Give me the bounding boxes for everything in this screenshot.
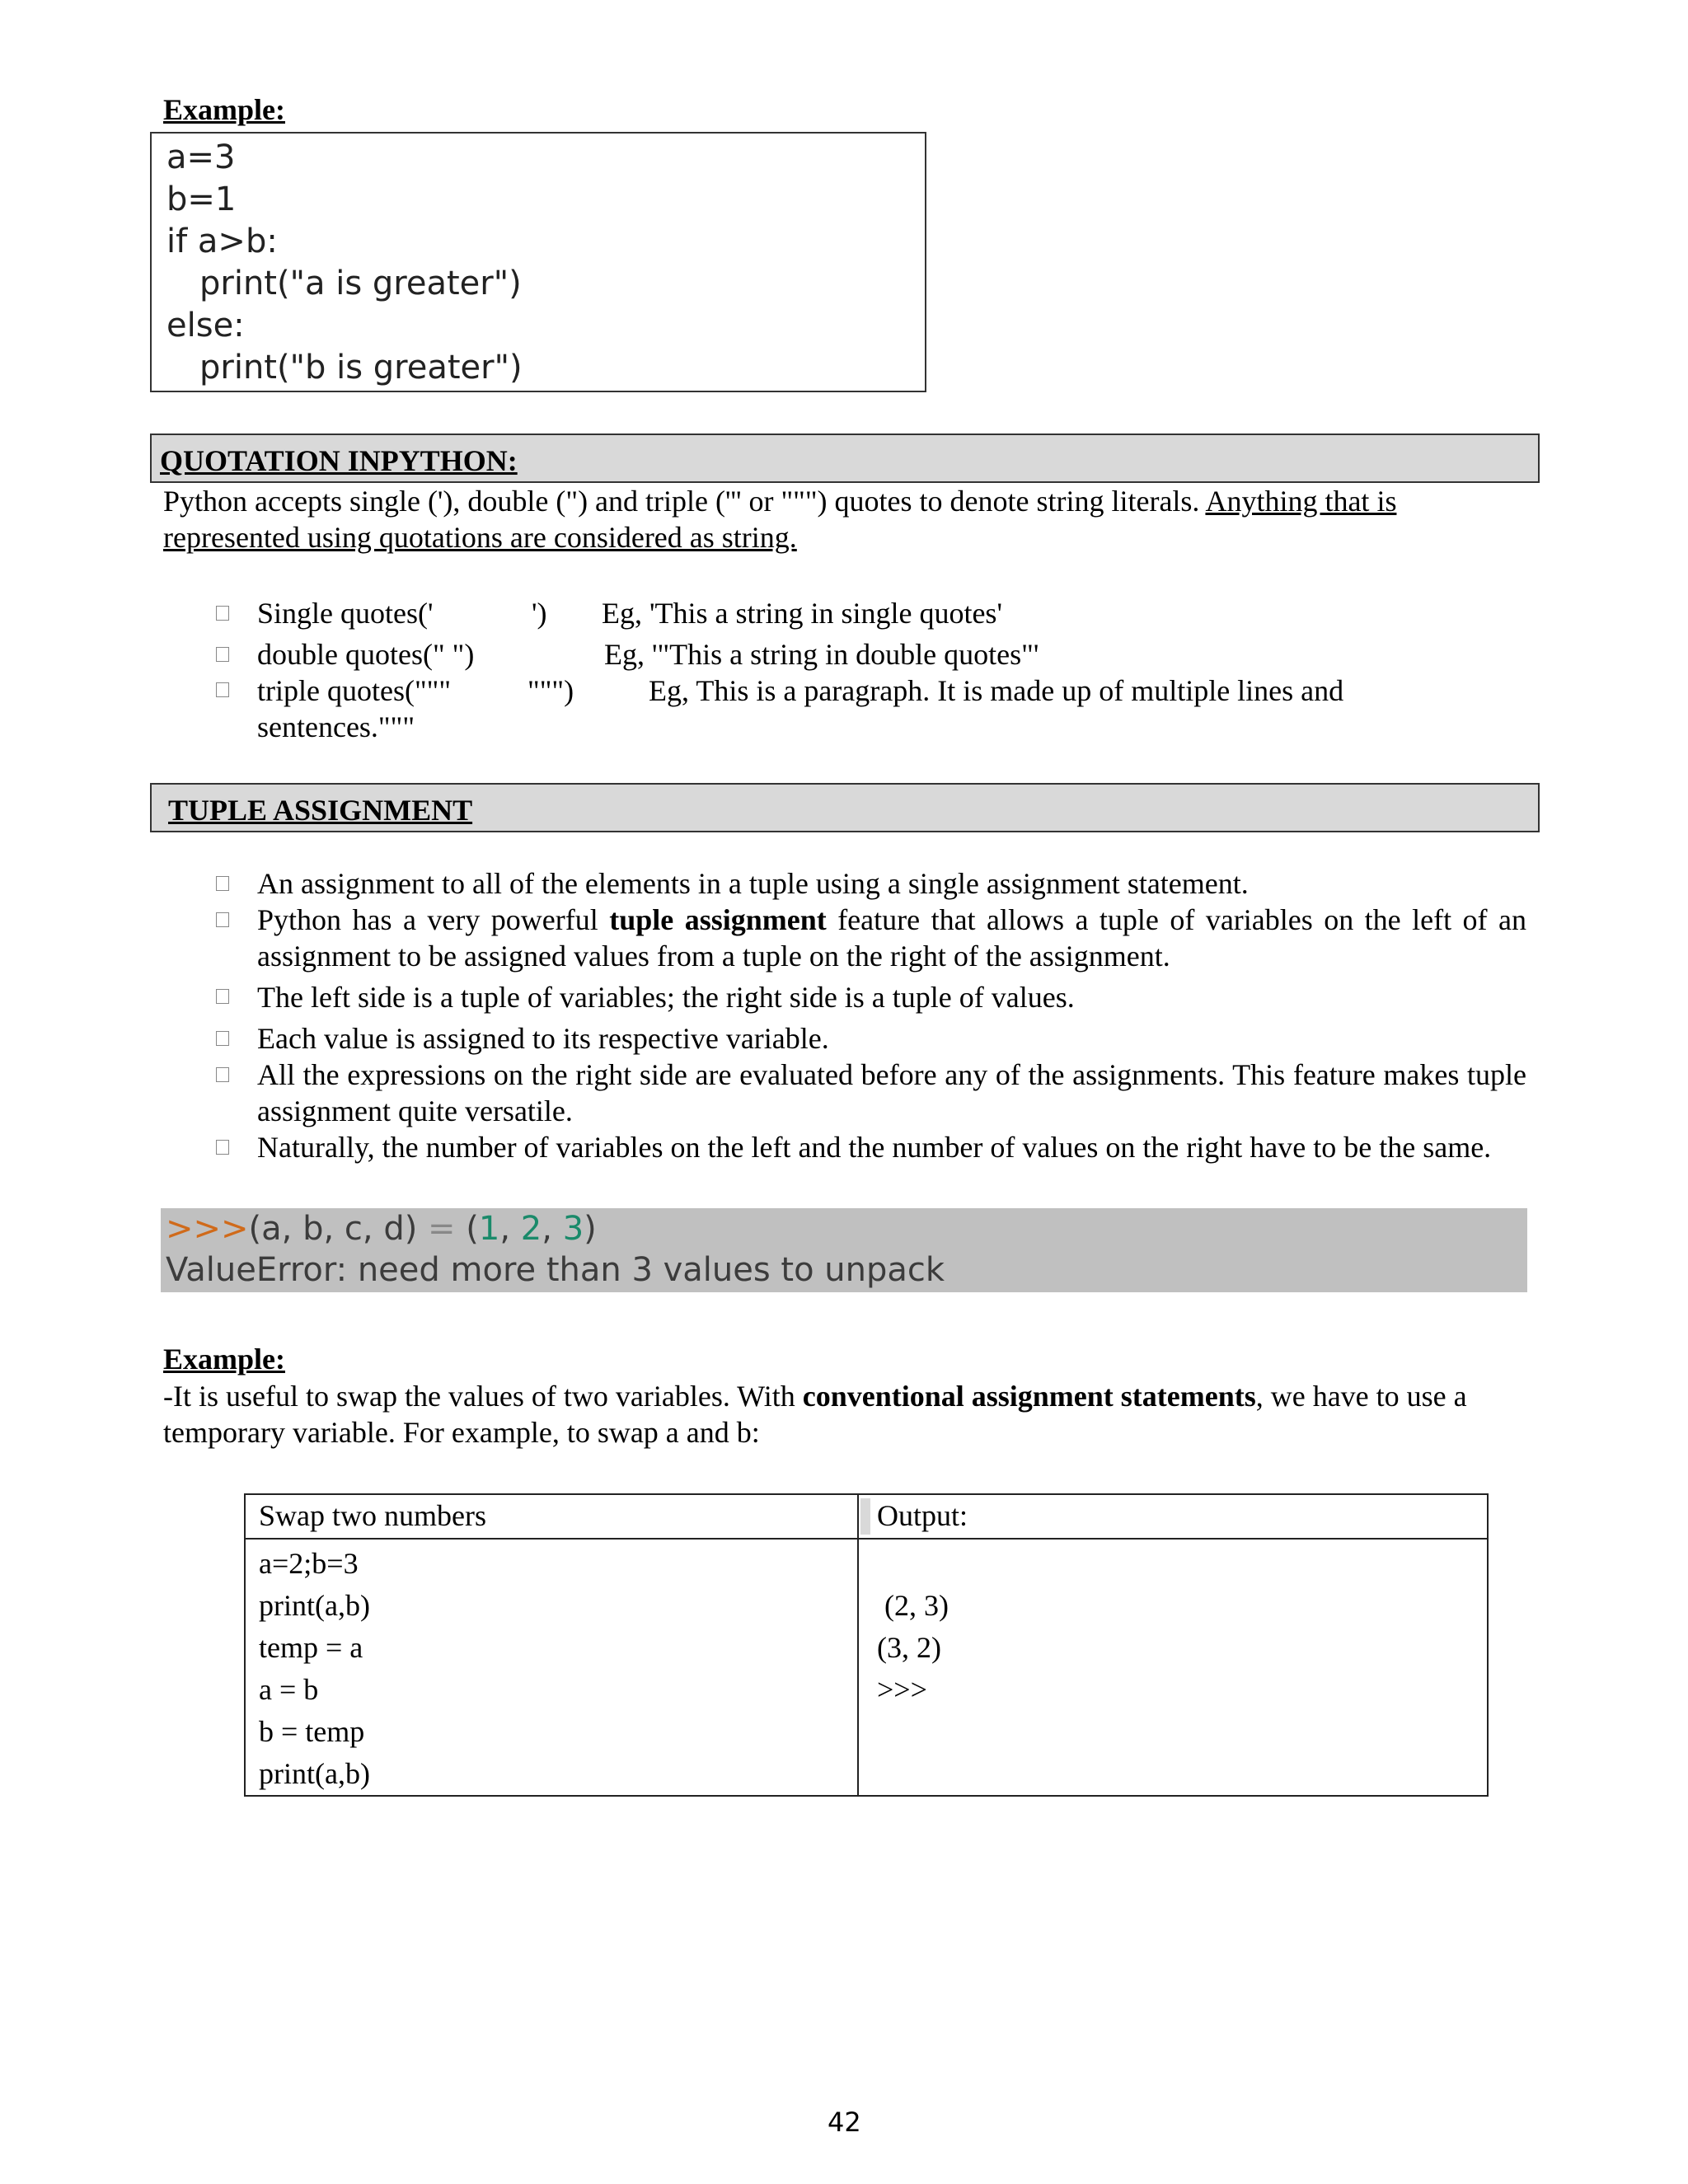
code-line: b=1 — [166, 180, 237, 218]
tuple-bullet-text: Python has a very powerful — [257, 903, 610, 936]
tuple-section-title: TUPLE ASSIGNMENT — [168, 794, 473, 827]
swap-intro-text: -It is useful to swap the values of two variables. With — [163, 1380, 803, 1413]
shell-number: 3 — [562, 1210, 584, 1248]
output-line: (3, 2) — [877, 1631, 941, 1664]
tuple-bullet: An assignment to all of the elements in a tuple using a single assignment statement. — [257, 867, 1249, 900]
code-line: a=2;b=3 — [259, 1547, 359, 1580]
shell-equals: = — [417, 1210, 467, 1248]
tuple-section-bar — [150, 783, 1540, 832]
table-header-code: Swap two numbers — [245, 1494, 858, 1539]
output-line: >>> — [877, 1673, 927, 1706]
code-line: temp = a — [259, 1631, 363, 1664]
page-number: 42 — [828, 2107, 861, 2138]
python-shell-block — [161, 1208, 1527, 1292]
code-line: print("a is greater") — [199, 265, 522, 302]
tuple-bullet: The left side is a tuple of variables; the right side is a tuple of values. — [257, 981, 1075, 1014]
output-line: (2, 3) — [877, 1589, 949, 1622]
bullet-icon — [216, 682, 229, 697]
shell-paren-close: ) — [584, 1210, 597, 1248]
swap-code-cell — [245, 1539, 858, 1796]
tuple-bullet: Naturally, the number of variables on the left and the number of values on the right have to be the same. — [257, 1131, 1492, 1164]
shell-comma: , — [499, 1210, 521, 1248]
bullet-icon — [216, 876, 229, 891]
code-line: b = temp — [259, 1715, 365, 1748]
shell-error-line: ValueError: need more than 3 values to unpack — [166, 1251, 945, 1289]
shell-paren-open: ( — [466, 1210, 479, 1248]
code-line: a = b — [259, 1673, 319, 1706]
tuple-bullet-bold: tuple assignment — [609, 903, 827, 936]
tuple-bullet-text: feature that allows a tuple of variables on the left of an assignment to be assigned values from a tuple on the right of the assignment. — [257, 903, 1526, 972]
code-line: if a>b: — [166, 223, 278, 260]
code-example-box — [150, 132, 926, 392]
bullet-icon — [216, 1067, 229, 1082]
table-header-output: Output: — [858, 1494, 1488, 1539]
quote-type-label: double quotes(" ") — [257, 638, 475, 671]
code-line: print(a,b) — [259, 1589, 370, 1622]
bullet-icon — [216, 989, 229, 1004]
swap-output-cell — [858, 1539, 1488, 1796]
table-row — [245, 1539, 1488, 1796]
quote-example: Eg, '"This a string in double quotes"' — [604, 638, 1039, 671]
output-line — [877, 1543, 1474, 1585]
quote-type-close: ') — [532, 597, 547, 630]
quotation-intro — [163, 483, 1531, 555]
tuple-bullet: All the expressions on the right side are evaluated before any of the assignments. This feature makes tuple assignment quite versatile. — [257, 1058, 1526, 1127]
example-heading: Example: — [163, 93, 285, 126]
quote-type-label: triple quotes(""" — [257, 674, 452, 707]
shell-prompt: >>> — [166, 1210, 249, 1248]
code-line: a=3 — [166, 138, 236, 176]
shell-input-line — [166, 1208, 1522, 1249]
quote-example: Eg, This is a paragraph. It is made up of multiple lines and — [649, 674, 1344, 707]
bullet-icon — [216, 647, 229, 662]
swap-table — [244, 1493, 1489, 1797]
shell-lhs: (a, b, c, d) — [248, 1210, 418, 1248]
bullet-icon — [216, 1031, 229, 1046]
bullet-icon — [216, 606, 229, 621]
swap-intro-text: , we have to use a temporary variable. For example, to swap a and b: — [163, 1380, 1467, 1449]
quote-type-close: """) — [528, 674, 574, 707]
tuple-bullet: Each value is assigned to its respective variable. — [257, 1022, 829, 1055]
swap-intro — [163, 1378, 1531, 1451]
table-header-row — [245, 1494, 1488, 1539]
quote-example: Eg, 'This a string in single quotes' — [602, 597, 1002, 630]
bullet-icon — [216, 912, 229, 927]
quotation-intro-emphasis: Anything that is — [1205, 485, 1397, 518]
quotation-intro-text: Python accepts single ('), double (") and triple (''' or """) quotes to denote string literals. — [163, 485, 1200, 518]
quotation-section-title: QUOTATION INPYTHON: — [160, 444, 518, 477]
swap-intro-bold: conventional assignment statements — [802, 1380, 1256, 1413]
quote-example-cont: sentences.""" — [257, 710, 415, 743]
example-heading: Example: — [163, 1343, 285, 1376]
tuple-bullet — [257, 902, 1526, 974]
code-line: print("b is greater") — [199, 349, 523, 387]
code-line: else: — [166, 307, 245, 344]
shell-number: 2 — [520, 1210, 542, 1248]
shell-number: 1 — [478, 1210, 500, 1248]
quote-type-label: Single quotes(' — [257, 597, 434, 630]
quotation-intro-emphasis-cont: represented using quotations are considered as string. — [163, 521, 797, 554]
shell-comma: , — [542, 1210, 563, 1248]
code-line: print(a,b) — [259, 1757, 370, 1790]
bullet-icon — [216, 1140, 229, 1155]
quotation-section-bar — [150, 434, 1540, 483]
